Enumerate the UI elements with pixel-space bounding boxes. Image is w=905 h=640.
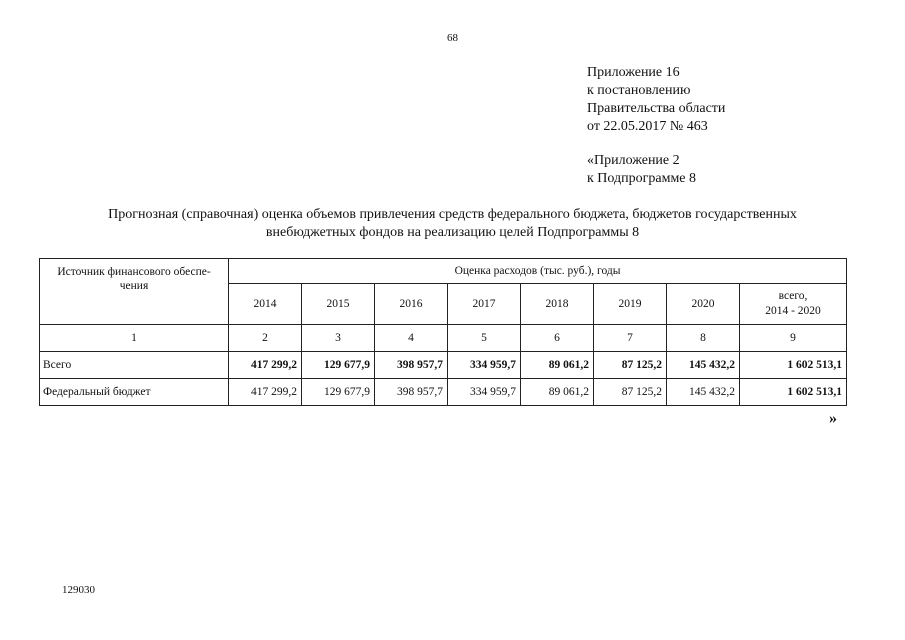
budget-table — [39, 258, 847, 406]
source-header — [40, 259, 229, 325]
year-header: 2017 — [448, 284, 521, 325]
total-header-line: 2014 - 2020 — [765, 305, 821, 317]
page-number: 68 — [447, 32, 458, 44]
column-number: 3 — [302, 325, 375, 352]
document-title — [60, 206, 845, 242]
source-header-line: Источник финансового обеспе- — [57, 266, 211, 278]
table-row-total — [40, 352, 847, 379]
document-code: 129030 — [62, 584, 95, 596]
row-label: Федеральный бюджет — [40, 379, 229, 406]
annex-block — [587, 64, 725, 136]
value-cell: 398 957,7 — [375, 352, 448, 379]
value-cell: 417 299,2 — [229, 379, 302, 406]
value-cell: 87 125,2 — [594, 379, 667, 406]
value-cell: 87 125,2 — [594, 352, 667, 379]
year-header: 2018 — [521, 284, 594, 325]
column-number: 4 — [375, 325, 448, 352]
value-cell: 417 299,2 — [229, 352, 302, 379]
value-cell: 145 432,2 — [667, 379, 740, 406]
year-header: 2015 — [302, 284, 375, 325]
year-header: 2019 — [594, 284, 667, 325]
annex-line: Правительства области — [587, 101, 726, 116]
total-cell: 1 602 513,1 — [740, 379, 847, 406]
table-row-federal — [40, 379, 847, 406]
year-header: 2016 — [375, 284, 448, 325]
annex2-line: к Подпрограмме 8 — [587, 171, 697, 186]
column-number: 8 — [667, 325, 740, 352]
year-header: 2020 — [667, 284, 740, 325]
column-number-row — [40, 325, 847, 352]
value-cell: 89 061,2 — [521, 379, 594, 406]
column-number: 7 — [594, 325, 667, 352]
value-cell: 89 061,2 — [521, 352, 594, 379]
title-line: внебюджетных фондов на реализацию целей Подпрограммы 8 — [265, 225, 640, 240]
column-number: 2 — [229, 325, 302, 352]
row-label: Всего — [40, 352, 229, 379]
value-cell: 398 957,7 — [375, 379, 448, 406]
annex2-line: «Приложение 2 — [587, 153, 680, 168]
year-header: 2014 — [229, 284, 302, 325]
annex-line: к постановлению — [587, 83, 691, 98]
total-header — [740, 284, 847, 325]
annex2-block — [587, 152, 696, 188]
total-cell: 1 602 513,1 — [740, 352, 847, 379]
source-header-line: чения — [119, 280, 149, 292]
column-number: 5 — [448, 325, 521, 352]
column-number: 9 — [740, 325, 847, 352]
value-cell: 129 677,9 — [302, 352, 375, 379]
total-header-line: всего, — [778, 290, 808, 302]
annex-line: Приложение 16 — [587, 65, 680, 80]
annex-line: от 22.05.2017 № 463 — [587, 119, 708, 134]
closing-quote: » — [829, 410, 837, 427]
value-cell: 334 959,7 — [448, 379, 521, 406]
column-number: 1 — [40, 325, 229, 352]
value-cell: 129 677,9 — [302, 379, 375, 406]
value-cell: 334 959,7 — [448, 352, 521, 379]
column-number: 6 — [521, 325, 594, 352]
value-cell: 145 432,2 — [667, 352, 740, 379]
expense-group-header: Оценка расходов (тыс. руб.), годы — [229, 259, 847, 284]
title-line: Прогнозная (справочная) оценка объемов привлечения средств федерального бюджета, бюджетов государственных — [108, 207, 797, 222]
